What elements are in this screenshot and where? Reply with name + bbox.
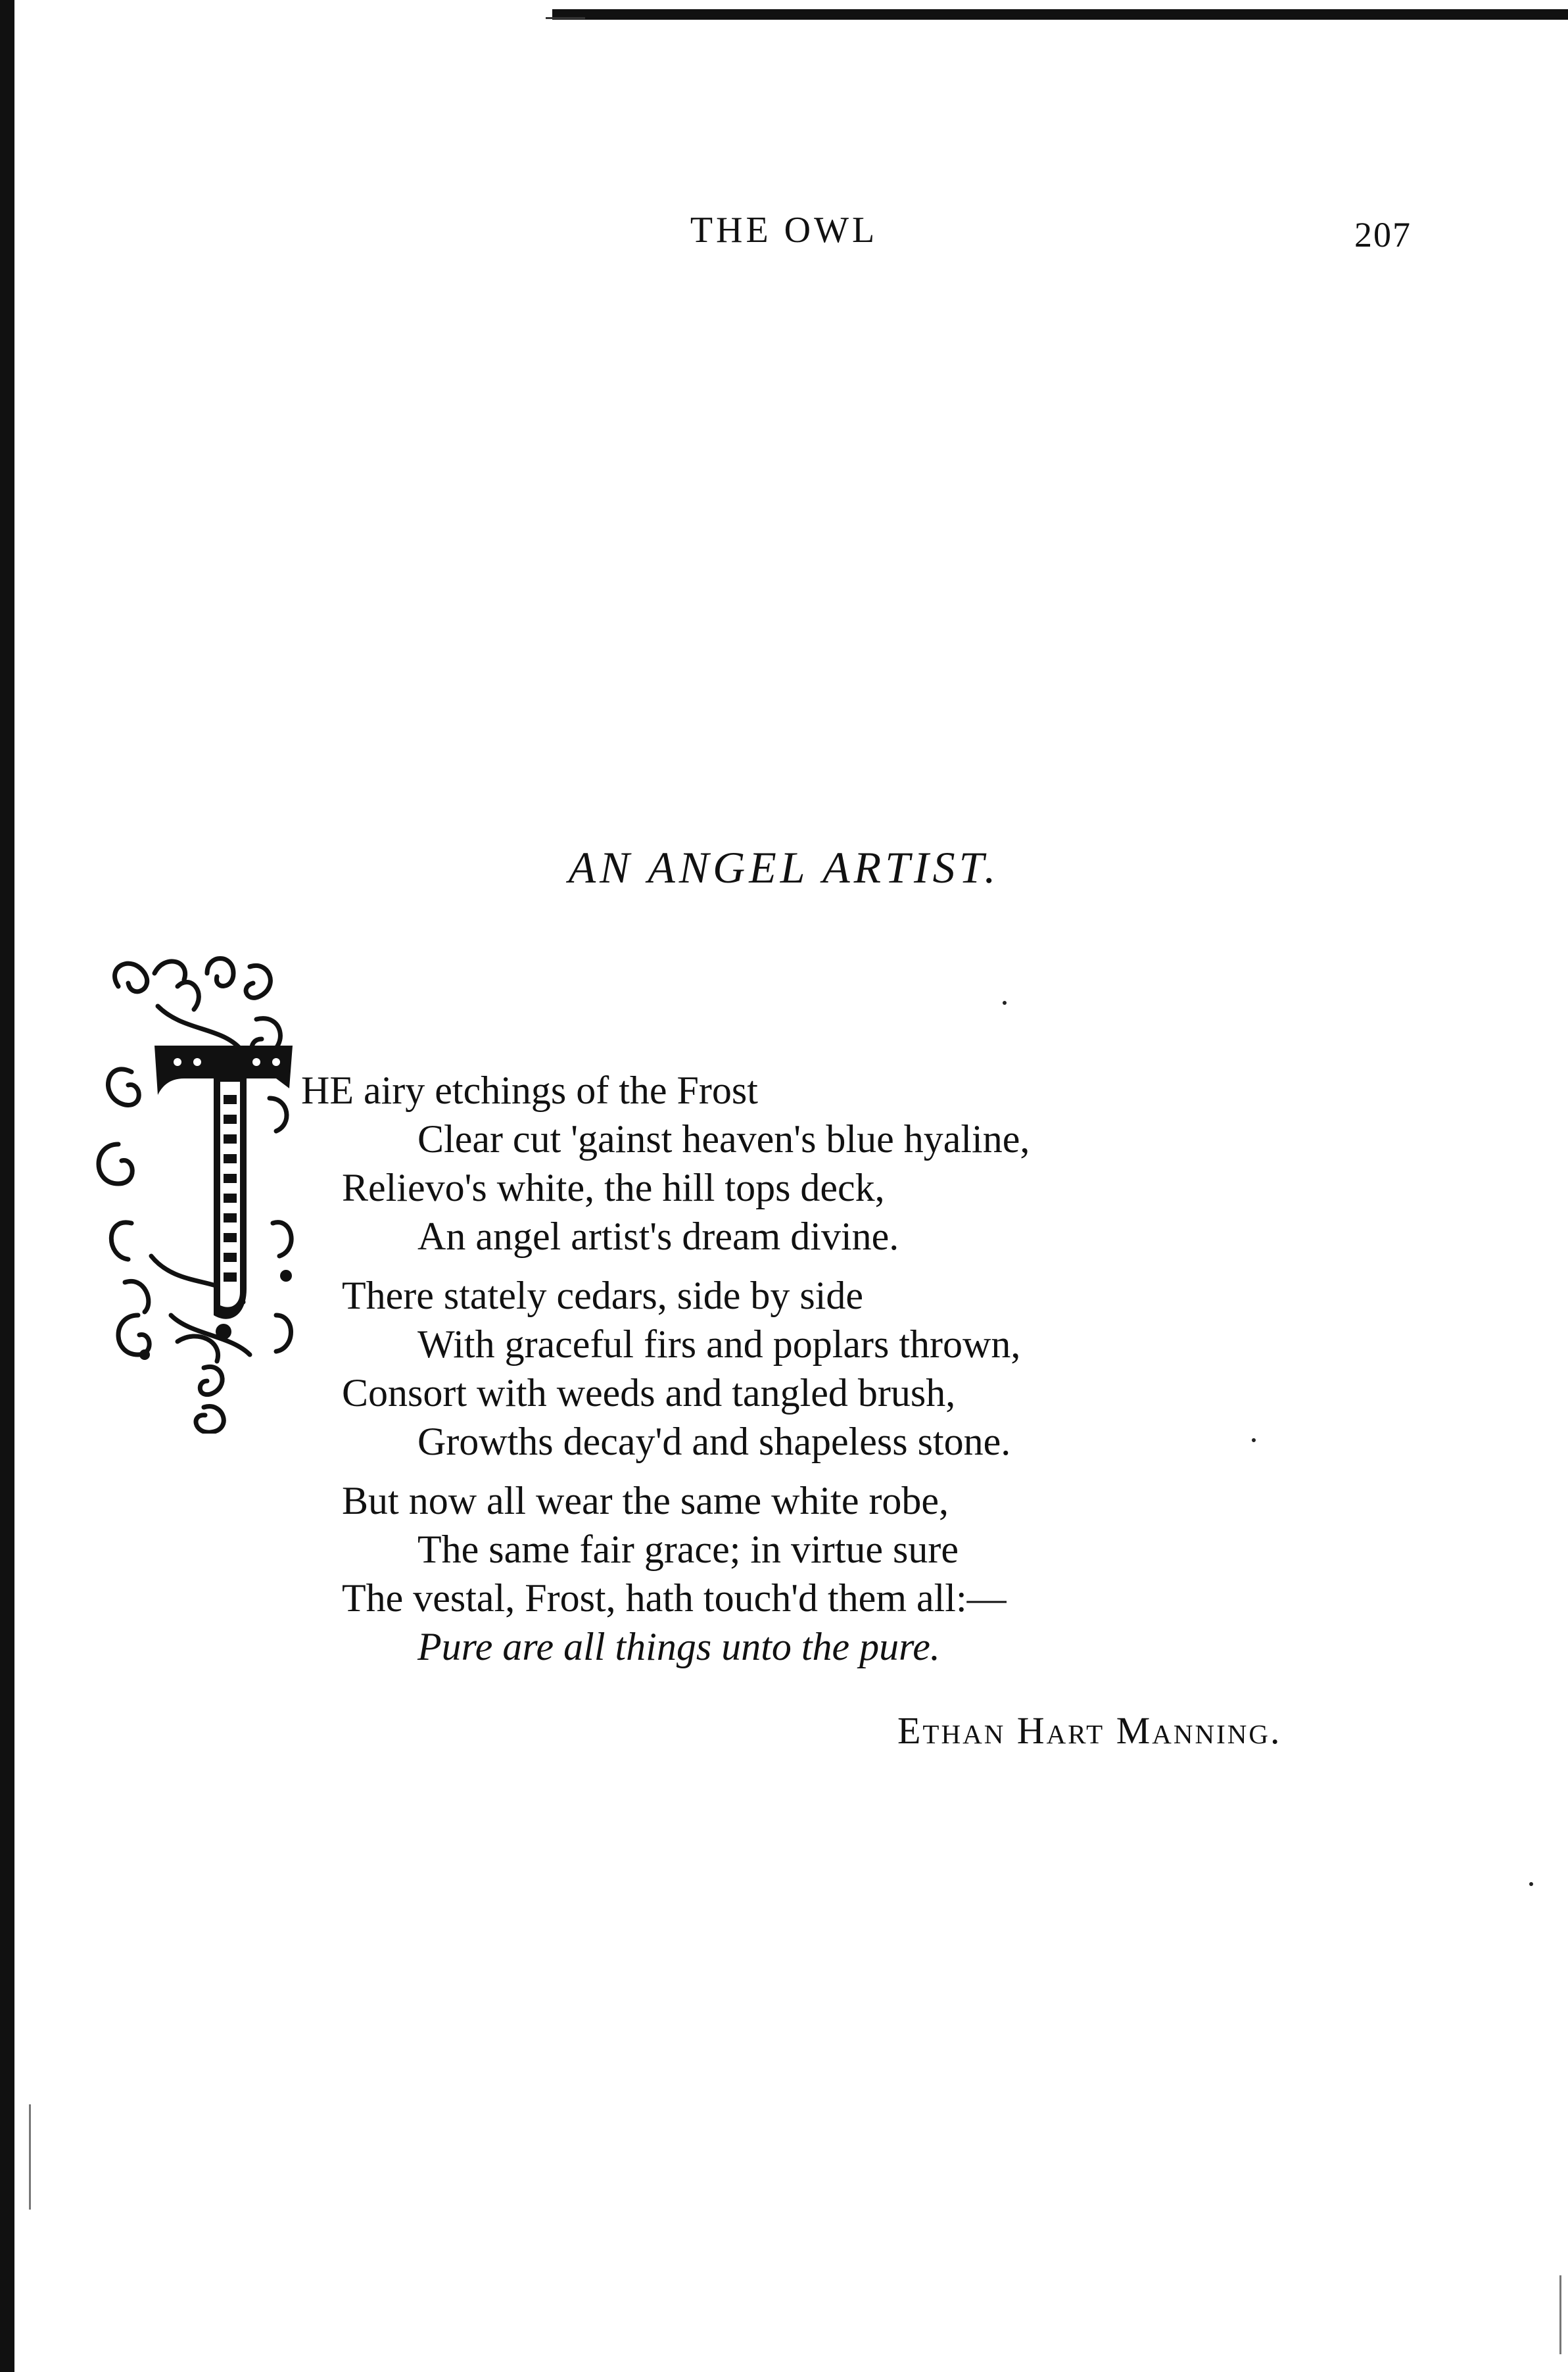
running-title: THE OWL — [690, 210, 878, 251]
poem-line: An angel artist's dream divine. — [417, 1215, 899, 1258]
top-edge-rule-thin — [546, 17, 585, 19]
poem-line: Consort with weeds and tangled brush, — [342, 1371, 956, 1415]
poem-line: The same fair grace; in virtue sure — [417, 1528, 959, 1571]
ornamental-drop-cap — [92, 947, 322, 1434]
scan-margin-mark — [29, 2104, 31, 2210]
author-signature: Ethan Hart Manning. — [897, 1709, 1282, 1752]
poem-line-italic: Pure are all things unto the pure. — [417, 1625, 940, 1668]
top-edge-rule — [552, 9, 1568, 20]
scan-speck — [1003, 1001, 1007, 1005]
scan-speck — [1252, 1438, 1256, 1442]
poem-line: With graceful firs and poplars thrown, — [417, 1322, 1021, 1366]
book-spine-shadow — [0, 0, 14, 2372]
poem-line: But now all wear the same white robe, — [342, 1479, 949, 1522]
poem-title: AN ANGEL ARTIST. — [568, 842, 1000, 892]
scan-speck — [1529, 1882, 1533, 1886]
scan-margin-mark — [1559, 2275, 1561, 2354]
poem-line: The vestal, Frost, hath touch'd them all:— — [342, 1576, 1007, 1620]
poem-line: HE airy etchings of the Frost — [301, 1069, 758, 1112]
poem-line: There stately cedars, side by side — [342, 1274, 864, 1317]
page-number: 207 — [1354, 215, 1412, 254]
poem-line: Growths decay'd and shapeless stone. — [417, 1420, 1011, 1463]
drop-cap-ornament-icon — [92, 947, 322, 1434]
poem-line: Clear cut 'gainst heaven's blue hyaline, — [417, 1117, 1030, 1161]
poem-line: Relievo's white, the hill tops deck, — [342, 1166, 885, 1209]
